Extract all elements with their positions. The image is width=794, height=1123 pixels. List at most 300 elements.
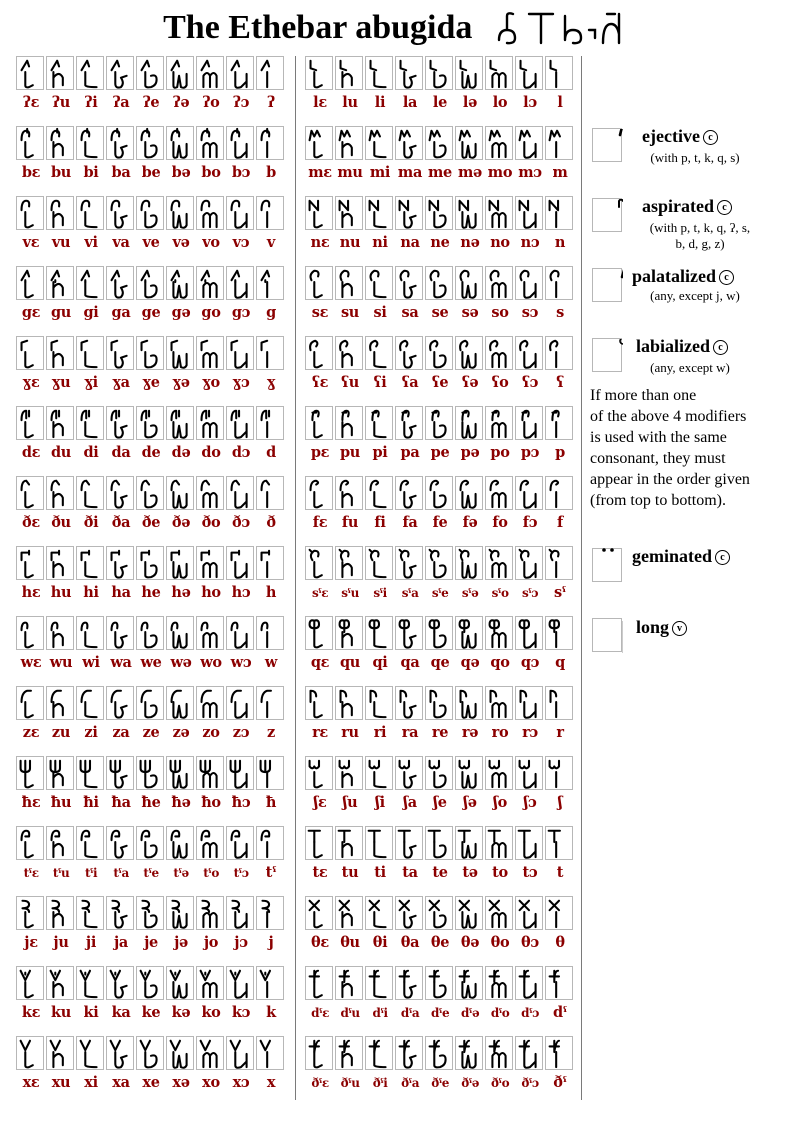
syllable-label: ðˤi bbox=[372, 1076, 388, 1090]
glyph-cell bbox=[485, 1036, 513, 1070]
glyph-icon bbox=[17, 687, 43, 719]
glyph-cell bbox=[136, 966, 164, 1000]
glyph-icon bbox=[77, 337, 103, 369]
consonant-row bbox=[305, 336, 577, 406]
glyph-cell bbox=[166, 616, 194, 650]
syllable-label: bi bbox=[83, 164, 99, 181]
ejective-sample-box bbox=[592, 128, 622, 162]
glyph-row bbox=[16, 126, 288, 162]
glyph-cell bbox=[515, 406, 543, 440]
glyph-icon bbox=[47, 967, 73, 999]
glyph-cell bbox=[515, 56, 543, 90]
rule-line: of the above 4 modifiers bbox=[590, 408, 747, 425]
glyph-icon bbox=[456, 57, 482, 89]
glyph-icon bbox=[137, 687, 163, 719]
syllable-label: qɔ bbox=[520, 654, 540, 671]
glyph-cell bbox=[335, 966, 363, 1000]
syllable-label: lə bbox=[462, 94, 478, 111]
glyph-row bbox=[305, 196, 577, 232]
glyph-icon bbox=[137, 57, 163, 89]
glyph-icon bbox=[107, 267, 133, 299]
glyph-icon bbox=[366, 617, 392, 649]
glyph-cell bbox=[46, 546, 74, 580]
palatalized-sample-box bbox=[592, 268, 622, 302]
syllable-label: tə bbox=[462, 864, 478, 881]
glyph-icon bbox=[227, 827, 253, 859]
glyph-icon bbox=[366, 267, 392, 299]
consonant-row bbox=[16, 1036, 288, 1106]
consonant-row bbox=[305, 126, 577, 196]
glyph-cell bbox=[335, 616, 363, 650]
syllable-label: he bbox=[141, 584, 161, 601]
glyph-icon bbox=[306, 477, 332, 509]
syllable-label: re bbox=[431, 724, 449, 741]
glyph-cell bbox=[166, 546, 194, 580]
syllable-label: ri bbox=[373, 724, 387, 741]
glyph-icon bbox=[306, 267, 332, 299]
glyph-cell bbox=[395, 686, 423, 720]
syllable-row bbox=[16, 163, 288, 185]
glyph-cell bbox=[106, 196, 134, 230]
syllable-label: wə bbox=[170, 654, 192, 671]
glyph-icon bbox=[546, 477, 572, 509]
glyph-cell bbox=[365, 196, 393, 230]
syllable-label: m bbox=[552, 164, 568, 181]
glyph-icon bbox=[396, 267, 422, 299]
syllable-label: kə bbox=[171, 1004, 191, 1021]
syllable-row bbox=[305, 163, 577, 185]
glyph-cell bbox=[515, 896, 543, 930]
glyph-icon bbox=[336, 1037, 362, 1069]
syllable-label: ku bbox=[51, 1004, 71, 1021]
syllable-label: v bbox=[266, 234, 276, 251]
syllable-label: sˤ bbox=[553, 584, 567, 601]
ejective-label-text: ejective bbox=[642, 126, 700, 146]
glyph-cell bbox=[455, 756, 483, 790]
syllable-label: ho bbox=[201, 584, 221, 601]
glyph-cell bbox=[106, 896, 134, 930]
glyph-cell bbox=[515, 266, 543, 300]
syllable-label: ðe bbox=[141, 514, 161, 531]
glyph-cell bbox=[545, 826, 573, 860]
rule-line: If more than one bbox=[590, 387, 697, 404]
glyph-icon bbox=[17, 967, 43, 999]
glyph-cell bbox=[106, 686, 134, 720]
glyph-cell bbox=[545, 546, 573, 580]
glyph-cell bbox=[256, 56, 284, 90]
glyph-cell bbox=[136, 546, 164, 580]
glyph-cell bbox=[365, 56, 393, 90]
syllable-label: r bbox=[556, 724, 564, 741]
syllable-label: tˤe bbox=[143, 866, 159, 880]
glyph-cell bbox=[425, 756, 453, 790]
syllable-label: ʃe bbox=[433, 794, 447, 811]
glyph-icon bbox=[227, 127, 253, 159]
glyph-icon bbox=[516, 57, 542, 89]
glyph-cell bbox=[136, 196, 164, 230]
glyph-icon bbox=[546, 127, 572, 159]
glyph-cell bbox=[335, 336, 363, 370]
glyph-cell bbox=[515, 616, 543, 650]
syllable-label: jɔ bbox=[234, 934, 248, 951]
syllable-label: na bbox=[400, 234, 420, 251]
glyph-icon bbox=[137, 127, 163, 159]
glyph-row bbox=[16, 896, 288, 932]
glyph-cell bbox=[196, 1036, 224, 1070]
syllable-label: hu bbox=[50, 584, 72, 601]
glyph-cell bbox=[46, 616, 74, 650]
glyph-cell bbox=[395, 966, 423, 1000]
syllable-row bbox=[305, 303, 577, 325]
glyph-cell bbox=[226, 336, 254, 370]
syllable-label: fə bbox=[462, 514, 478, 531]
glyph-cell bbox=[395, 56, 423, 90]
syllable-label: bɛ bbox=[21, 164, 41, 181]
syllable-label: tˤa bbox=[113, 866, 129, 880]
consonant-row bbox=[16, 196, 288, 266]
consonant-badge-icon: c bbox=[717, 200, 732, 215]
syllable-label: dɛ bbox=[21, 444, 41, 461]
consonant-row bbox=[16, 266, 288, 336]
consonant-row bbox=[305, 476, 577, 546]
glyph-cell bbox=[395, 616, 423, 650]
glyph-cell bbox=[365, 756, 393, 790]
glyph-icon bbox=[107, 897, 133, 929]
consonant-row bbox=[16, 756, 288, 826]
glyph-icon bbox=[486, 547, 512, 579]
syllable-label: n bbox=[554, 234, 566, 251]
glyph-cell bbox=[545, 336, 573, 370]
glyph-icon bbox=[516, 967, 542, 999]
syllable-row bbox=[305, 863, 577, 885]
glyph-icon bbox=[107, 1037, 133, 1069]
syllable-label: xu bbox=[51, 1074, 71, 1091]
syllable-label: ɣɛ bbox=[22, 374, 40, 391]
glyph-icon bbox=[426, 337, 452, 369]
syllable-label: sˤɛ bbox=[311, 586, 328, 600]
glyph-cell bbox=[335, 266, 363, 300]
syllable-label: ðu bbox=[51, 514, 71, 531]
glyph-icon bbox=[77, 197, 103, 229]
syllable-row bbox=[16, 583, 288, 605]
syllable-label: dˤa bbox=[400, 1006, 420, 1020]
glyph-cell bbox=[46, 406, 74, 440]
syllable-label: de bbox=[141, 444, 161, 461]
syllable-row bbox=[305, 793, 577, 815]
syllable-label: mo bbox=[487, 164, 513, 181]
syllable-label: ji bbox=[85, 934, 97, 951]
glyph-icon bbox=[516, 757, 542, 789]
glyph-row bbox=[16, 266, 288, 302]
glyph-cell bbox=[136, 126, 164, 160]
syllable-label: ħɔ bbox=[231, 794, 251, 811]
glyph-icon bbox=[17, 1037, 43, 1069]
glyph-icon bbox=[546, 547, 572, 579]
consonant-row bbox=[16, 616, 288, 686]
glyph-cell bbox=[485, 266, 513, 300]
glyph-cell bbox=[16, 686, 44, 720]
glyph-icon bbox=[486, 967, 512, 999]
consonant-row bbox=[305, 616, 577, 686]
glyph-cell bbox=[545, 966, 573, 1000]
syllable-label: ʔe bbox=[142, 94, 160, 111]
glyph-icon bbox=[456, 337, 482, 369]
syllable-label: do bbox=[201, 444, 221, 461]
glyph-icon bbox=[306, 897, 332, 929]
glyph-icon bbox=[486, 407, 512, 439]
glyph-cell bbox=[46, 966, 74, 1000]
syllable-label: rɛ bbox=[312, 724, 328, 741]
glyph-icon bbox=[486, 1037, 512, 1069]
syllable-label: ħə bbox=[171, 794, 191, 811]
syllable-label: be bbox=[141, 164, 161, 181]
glyph-icon bbox=[167, 1037, 193, 1069]
glyph-cell bbox=[196, 616, 224, 650]
syllable-label: sɛ bbox=[311, 304, 329, 321]
glyph-icon bbox=[456, 757, 482, 789]
syllable-label: və bbox=[172, 234, 190, 251]
glyph-icon bbox=[137, 1037, 163, 1069]
glyph-icon bbox=[456, 407, 482, 439]
glyph-icon bbox=[107, 757, 133, 789]
syllable-label: dˤi bbox=[372, 1006, 388, 1020]
glyph-cell bbox=[16, 336, 44, 370]
glyph-cell bbox=[515, 826, 543, 860]
glyph-cell bbox=[136, 1036, 164, 1070]
glyph-cell bbox=[545, 56, 573, 90]
glyph-cell bbox=[485, 546, 513, 580]
glyph-icon bbox=[486, 57, 512, 89]
aspirated-note bbox=[630, 220, 770, 252]
glyph-cell bbox=[76, 196, 104, 230]
glyph-icon bbox=[137, 337, 163, 369]
syllable-label: sˤo bbox=[491, 586, 509, 600]
glyph-icon bbox=[546, 967, 572, 999]
glyph-cell bbox=[335, 406, 363, 440]
glyph-icon bbox=[366, 337, 392, 369]
syllable-row bbox=[16, 793, 288, 815]
glyph-icon bbox=[396, 547, 422, 579]
glyph-icon bbox=[486, 757, 512, 789]
glyph-icon bbox=[167, 967, 193, 999]
syllable-label: tu bbox=[341, 864, 359, 881]
syllable-label: mɛ bbox=[308, 164, 332, 181]
syllable-row bbox=[16, 1003, 288, 1025]
aspirated-label bbox=[642, 196, 732, 217]
syllable-label: ðˤa bbox=[401, 1076, 419, 1090]
glyph-cell bbox=[76, 896, 104, 930]
glyph-cell bbox=[305, 826, 333, 860]
glyph-icon bbox=[107, 687, 133, 719]
syllable-label: tˤi bbox=[84, 866, 98, 880]
glyph-icon bbox=[426, 127, 452, 159]
syllable-row bbox=[305, 513, 577, 535]
geminated-label bbox=[632, 546, 730, 567]
glyph-cell bbox=[395, 336, 423, 370]
glyph-icon bbox=[197, 57, 223, 89]
glyph-icon bbox=[227, 617, 253, 649]
glyph-cell bbox=[425, 476, 453, 510]
glyph-icon bbox=[396, 967, 422, 999]
glyph-row bbox=[305, 266, 577, 302]
glyph-row bbox=[305, 966, 577, 1002]
glyph-icon bbox=[167, 337, 193, 369]
syllable-label: d bbox=[266, 444, 276, 461]
glyph-cell bbox=[76, 476, 104, 510]
glyph-cell bbox=[365, 336, 393, 370]
syllable-label: ħu bbox=[50, 794, 72, 811]
syllable-label: ve bbox=[142, 234, 160, 251]
syllable-label: to bbox=[492, 864, 508, 881]
glyph-cell bbox=[545, 126, 573, 160]
glyph-cell bbox=[425, 1036, 453, 1070]
glyph-icon bbox=[17, 827, 43, 859]
glyph-icon bbox=[17, 407, 43, 439]
glyph-cell bbox=[16, 56, 44, 90]
glyph-icon bbox=[396, 827, 422, 859]
syllable-row bbox=[16, 303, 288, 325]
glyph-icon bbox=[137, 407, 163, 439]
syllable-row bbox=[16, 93, 288, 115]
syllable-label: lo bbox=[492, 94, 508, 111]
glyph-icon bbox=[546, 407, 572, 439]
glyph-cell bbox=[76, 546, 104, 580]
syllable-label: w bbox=[264, 654, 278, 671]
glyph-cell bbox=[425, 126, 453, 160]
syllable-label: ʔu bbox=[52, 94, 70, 111]
glyph-cell bbox=[515, 126, 543, 160]
glyph-cell bbox=[455, 1036, 483, 1070]
syllable-label: ja bbox=[113, 934, 129, 951]
glyph-cell bbox=[545, 756, 573, 790]
glyph-icon bbox=[257, 827, 283, 859]
glyph-cell bbox=[106, 56, 134, 90]
palatalized-label bbox=[632, 266, 734, 287]
glyph-cell bbox=[395, 476, 423, 510]
glyph-cell bbox=[226, 266, 254, 300]
glyph-icon bbox=[516, 1037, 542, 1069]
glyph-icon bbox=[227, 897, 253, 929]
glyph-cell bbox=[166, 56, 194, 90]
glyph-icon bbox=[47, 547, 73, 579]
glyph-icon bbox=[516, 197, 542, 229]
syllable-label: sˤu bbox=[341, 586, 359, 600]
glyph-cell bbox=[196, 196, 224, 230]
glyph-cell bbox=[196, 686, 224, 720]
syllable-label: ta bbox=[402, 864, 418, 881]
syllable-label: vɔ bbox=[232, 234, 250, 251]
glyph-cell bbox=[76, 266, 104, 300]
syllable-label: qi bbox=[372, 654, 388, 671]
syllable-label: la bbox=[402, 94, 418, 111]
ejective-note: (with p, t, k, q, s) bbox=[650, 150, 740, 165]
consonant-row bbox=[16, 896, 288, 966]
glyph-icon bbox=[47, 57, 73, 89]
glyph-cell bbox=[425, 616, 453, 650]
glyph-cell bbox=[226, 756, 254, 790]
syllable-label: sˤi bbox=[373, 586, 387, 600]
glyph-icon bbox=[336, 477, 362, 509]
aspirated-note-line2: b, d, g, z) bbox=[675, 236, 725, 251]
glyph-cell bbox=[136, 406, 164, 440]
consonant-row bbox=[305, 56, 577, 126]
glyph-cell bbox=[425, 196, 453, 230]
syllable-label: θe bbox=[430, 934, 450, 951]
syllable-label: ðˤə bbox=[461, 1076, 479, 1090]
syllable-label: fa bbox=[402, 514, 418, 531]
syllable-label: xə bbox=[172, 1074, 190, 1091]
glyph-icon bbox=[167, 267, 193, 299]
glyph-cell bbox=[46, 266, 74, 300]
glyph-row bbox=[16, 196, 288, 232]
glyph-icon bbox=[396, 57, 422, 89]
glyph-icon bbox=[197, 1037, 223, 1069]
aspirated-label-text: aspirated bbox=[642, 196, 714, 216]
glyph-icon bbox=[516, 547, 542, 579]
glyph-icon bbox=[396, 477, 422, 509]
glyph-icon bbox=[456, 827, 482, 859]
glyph-cell bbox=[455, 56, 483, 90]
glyph-icon bbox=[47, 267, 73, 299]
glyph-cell bbox=[106, 406, 134, 440]
syllable-label: ða bbox=[111, 514, 131, 531]
syllable-label: gɔ bbox=[231, 304, 251, 321]
glyph-icon bbox=[47, 687, 73, 719]
glyph-cell bbox=[335, 546, 363, 580]
syllable-label: ði bbox=[83, 514, 99, 531]
glyph-cell bbox=[305, 406, 333, 440]
glyph-cell bbox=[256, 126, 284, 160]
syllable-label: ðə bbox=[171, 514, 191, 531]
glyph-cell bbox=[76, 406, 104, 440]
glyph-icon bbox=[426, 687, 452, 719]
glyph-icon bbox=[486, 827, 512, 859]
glyph-icon bbox=[336, 127, 362, 159]
glyph-cell bbox=[305, 196, 333, 230]
syllable-label: ɣə bbox=[172, 374, 190, 391]
glyph-cell bbox=[196, 476, 224, 510]
glyph-icon bbox=[366, 407, 392, 439]
syllable-label: jə bbox=[174, 934, 188, 951]
syllable-label: ðɛ bbox=[22, 514, 40, 531]
glyph-icon bbox=[546, 617, 572, 649]
glyph-cell bbox=[455, 546, 483, 580]
glyph-cell bbox=[335, 686, 363, 720]
syllable-label: l bbox=[557, 94, 563, 111]
syllable-label: θa bbox=[400, 934, 420, 951]
syllable-label: va bbox=[112, 234, 130, 251]
glyph-cell bbox=[46, 56, 74, 90]
glyph-row bbox=[305, 896, 577, 932]
glyph-cell bbox=[136, 476, 164, 510]
glyph-cell bbox=[76, 756, 104, 790]
glyph-icon bbox=[336, 547, 362, 579]
glyph-icon bbox=[306, 827, 332, 859]
syllable-label: tˤ bbox=[265, 864, 277, 881]
glyph-icon bbox=[107, 197, 133, 229]
syllable-label: ðˤɛ bbox=[311, 1076, 329, 1090]
vowel-badge-icon: v bbox=[672, 621, 687, 636]
glyph-icon bbox=[137, 897, 163, 929]
syllable-label: ʕo bbox=[491, 374, 509, 391]
syllable-label: ro bbox=[491, 724, 509, 741]
syllable-label: za bbox=[112, 724, 130, 741]
syllable-label: fu bbox=[341, 514, 359, 531]
glyph-cell bbox=[305, 546, 333, 580]
glyph-icon bbox=[516, 337, 542, 369]
syllable-label: xi bbox=[84, 1074, 98, 1091]
syllable-label: ti bbox=[374, 864, 386, 881]
